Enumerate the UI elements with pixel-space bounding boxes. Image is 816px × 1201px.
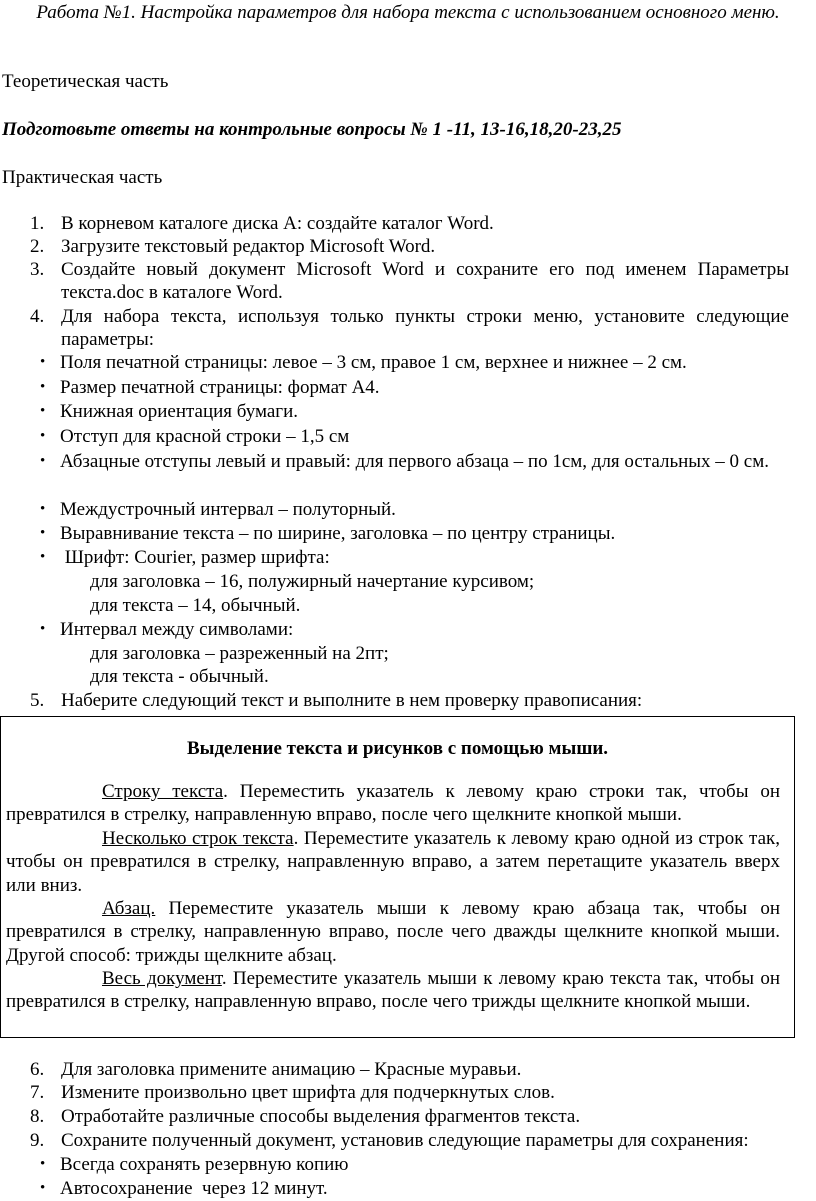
param-text: Поля печатной страницы: левое – 3 см, правое 1 см, верхнее и нижнее – 2 см. (60, 352, 687, 373)
underlined-term: Строку текста (102, 781, 224, 802)
sample-text-box (0, 716, 795, 1038)
param-text: Отступ для красной строки – 1,5 см (60, 426, 350, 447)
bullet-icon: • (40, 621, 46, 637)
bullet-icon: • (40, 501, 46, 517)
step-text: Для заголовка примените анимацию – Красные муравьи. (61, 1059, 522, 1080)
box-title: Выделение текста и рисунков с помощью мыши. (186, 738, 609, 759)
bullet-icon: • (40, 354, 46, 370)
font-sub-line: для заголовка – 16, полужирный начертание курсивом; (90, 571, 535, 592)
param-text: Размер печатной страницы: формат А4. (60, 377, 380, 398)
step-number: 4. (30, 306, 45, 327)
paragraph-text: . Переместите указатель мыши к левому краю текста так, чтобы он превратился в стрелку, направленную вправо, после чего трижды щелкните кнопкой мыши. (6, 968, 780, 1013)
font-sub-line: для текста – 14, обычный. (90, 595, 301, 616)
page-title: Работа №1. Настройка параметров для набора текста с использованием основного меню. (36, 2, 780, 23)
box-paragraph (6, 967, 780, 1014)
param-text: Выравнивание текста – по ширине, заголовка – по центру страницы. (60, 523, 616, 544)
underlined-term: Абзац. (102, 898, 156, 919)
bullet-icon: • (40, 1156, 46, 1172)
save-param-text: Автосохранение через 12 минут. (60, 1178, 328, 1199)
step-number: 2. (30, 236, 45, 257)
step-number: 8. (30, 1106, 45, 1127)
spacing-sub-line: для текста - обычный. (90, 666, 269, 687)
step-number: 5. (30, 690, 45, 711)
box-paragraph (6, 827, 780, 897)
paragraph-text: . Переместите указатель к левому краю одной из строк так, чтобы он превратился в стрелку, направленную вправо, а затем перетащите указатель вверх или вниз. (6, 828, 780, 896)
bullet-icon: • (40, 379, 46, 395)
spacing-sub-line: для заголовка – разреженный на 2пт; (90, 643, 389, 664)
control-questions: Подготовьте ответы на контрольные вопросы № 1 -11, 13-16,18,20-23,25 (2, 119, 622, 140)
step-number: 7. (30, 1082, 45, 1103)
bullet-icon: • (40, 403, 46, 419)
box-paragraph (6, 897, 780, 967)
param-text: Междустрочный интервал – полуторный. (60, 499, 396, 520)
step-number: 6. (30, 1059, 45, 1080)
param-text: Шрифт: Courier, размер шрифта: (60, 547, 330, 568)
paragraph-text: . Переместить указатель к левому краю строки так, чтобы он превратился в стрелку, направленную вправо, после чего щелкните кнопкой мыши. (6, 781, 780, 826)
param-text: Абзацные отступы левый и правый: для первого абзаца – по 1см, для остальных – 0 см. (60, 451, 770, 472)
bullet-icon: • (40, 549, 46, 565)
underlined-term: Несколько строк текста (102, 828, 294, 849)
step-text: Наберите следующий текст и выполните в нем проверку правописания: (61, 690, 643, 711)
param-text: Интервал между символами: (60, 619, 294, 640)
bullet-icon: • (40, 428, 46, 444)
step-text: Создайте новый документ Microsoft Word и сохраните его под именем Параметры текста.doc в каталоге Word. (61, 259, 789, 304)
step-number: 9. (30, 1130, 45, 1151)
step-text: Измените произвольно цвет шрифта для подчеркнутых слов. (61, 1082, 555, 1103)
step-number: 3. (30, 259, 45, 280)
bullet-icon: • (40, 1180, 46, 1196)
step-text: Для набора текста, используя только пункты строки меню, установите следующие параметры: (61, 306, 789, 351)
underlined-term: Весь документ (102, 968, 222, 989)
step-text: В корневом каталоге диска А: создайте каталог Word. (61, 213, 494, 234)
bullet-icon: • (40, 525, 46, 541)
box-paragraph (6, 780, 780, 827)
paragraph-text: Переместите указатель мыши к левому краю абзаца так, чтобы он превратился в стрелку, направленную вправо, после чего дважды щелкните кнопкой мыши. Другой способ: трижды щелкните абзац. (6, 898, 780, 966)
param-text: Книжная ориентация бумаги. (60, 401, 299, 422)
practice-heading: Практическая часть (2, 167, 163, 188)
bullet-icon: • (40, 453, 46, 469)
step-text: Сохраните полученный документ, установив следующие параметры для сохранения: (61, 1130, 749, 1151)
theory-heading: Теоретическая часть (2, 71, 169, 92)
step-number: 1. (30, 213, 45, 234)
save-param-text: Всегда сохранять резервную копию (60, 1154, 349, 1175)
step-text: Отработайте различные способы выделения фрагментов текста. (61, 1106, 581, 1127)
step-text: Загрузите текстовый редактор Microsoft Word. (61, 236, 436, 257)
